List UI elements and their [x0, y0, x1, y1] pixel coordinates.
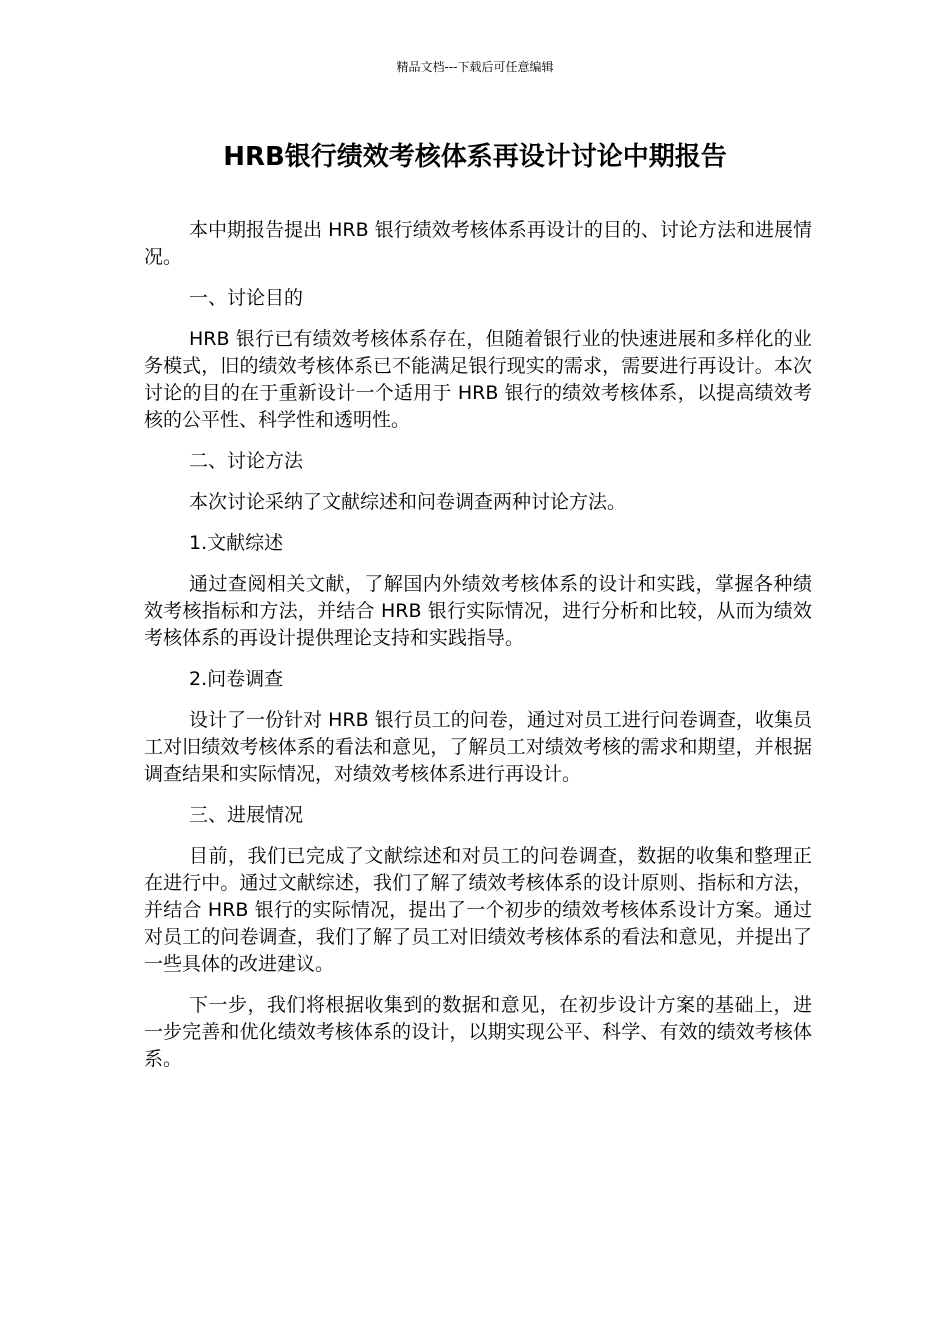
header-note: 精品文档---下载后可任意编辑 [396, 60, 554, 74]
subheading-questionnaire: 2.问卷调查 [189, 668, 284, 690]
section-heading-progress: 三、进展情况 [189, 804, 304, 826]
purpose-paragraph: HRB 银行已有绩效考核体系存在，但随着银行业的快速进展和多样化的业务模式，旧的绩效考核体系已不能满足银行现实的需求，需要进行再设计。本次讨论的目的在于重新设计一个适用于 HRB 银行的绩效考核体系，以提高绩效考核的公平性、科学性和透明性。 [144, 328, 812, 431]
subheading-literature-review: 1.文献综述 [189, 532, 284, 554]
section-heading-method: 二、讨论方法 [189, 450, 304, 472]
intro-paragraph: 本中期报告提出 HRB 银行绩效考核体系再设计的目的、讨论方法和进展情况。 [144, 219, 812, 268]
questionnaire-paragraph: 设计了一份针对 HRB 银行员工的问卷，通过对员工进行问卷调查，收集员工对旧绩效考核体系的看法和意见，了解员工对绩效考核的需求和期望，并根据调查结果和实际情况，对绩效考核体系进行再设计。 [144, 709, 812, 785]
section-heading-purpose: 一、讨论目的 [189, 287, 304, 309]
document-body [144, 217, 812, 1087]
literature-review-paragraph: 通过查阅相关文献，了解国内外绩效考核体系的设计和实践，掌握各种绩效考核指标和方法，并结合 HRB 银行实际情况，进行分析和比较，从而为绩效考核体系的再设计提供理论支持和实践指导。 [144, 573, 812, 649]
progress-paragraph: 目前，我们已完成了文献综述和对员工的问卷调查，数据的收集和整理正在进行中。通过文献综述，我们了解了绩效考核体系的设计原则、指标和方法，并结合 HRB 银行的实际情况，提出了一个初步的绩效考核体系设计方案。通过对员工的问卷调查，我们了解了员工对旧绩效考核体系的看法和意见，并提出了一些具体的改进建议。 [144, 845, 812, 975]
document-title: HRB银行绩效考核体系再设计讨论中期报告 [223, 142, 727, 172]
method-paragraph: 本次讨论采纳了文献综述和问卷调查两种讨论方法。 [189, 491, 627, 513]
next-steps-paragraph: 下一步，我们将根据收集到的数据和意见，在初步设计方案的基础上，进一步完善和优化绩效考核体系的设计，以期实现公平、科学、有效的绩效考核体系。 [144, 994, 812, 1070]
